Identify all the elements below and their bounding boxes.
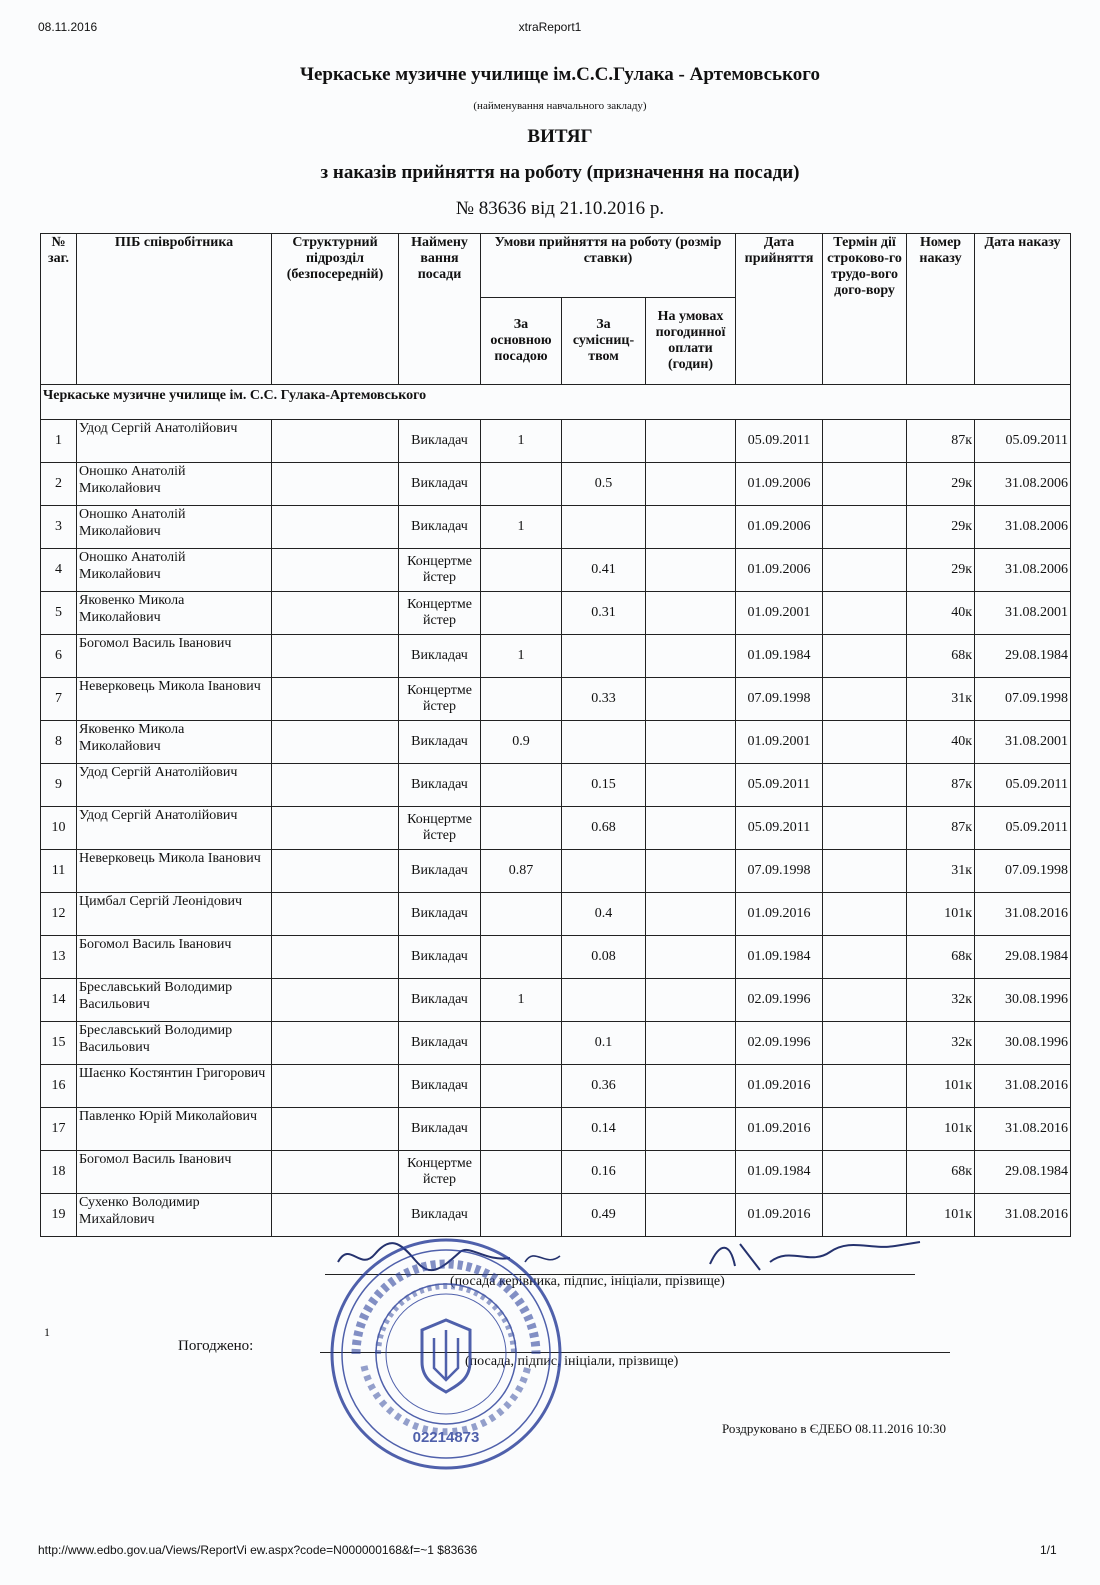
hire-date-cell: 01.09.2016 bbox=[736, 893, 823, 936]
unit-cell bbox=[272, 549, 399, 592]
contract-term-cell bbox=[823, 850, 907, 893]
hourly-cell bbox=[646, 592, 736, 635]
main-rate-cell bbox=[481, 1108, 562, 1151]
header-position: Наймену вання посади bbox=[399, 234, 481, 385]
document-title: ВИТЯГ bbox=[527, 126, 593, 147]
row-num: 9 bbox=[41, 764, 77, 807]
table-row bbox=[41, 764, 1071, 807]
hourly-cell bbox=[646, 1065, 736, 1108]
unit-cell bbox=[272, 936, 399, 979]
order-number-cell: 32к bbox=[907, 979, 975, 1022]
print-date: 08.11.2016 bbox=[38, 20, 98, 34]
main-rate-cell bbox=[481, 549, 562, 592]
part-time-cell: 0.4 bbox=[562, 893, 646, 936]
order-number-cell: 101к bbox=[907, 1194, 975, 1237]
row-num: 10 bbox=[41, 807, 77, 850]
order-date-cell: 05.09.2011 bbox=[975, 420, 1071, 463]
order-date-cell: 05.09.2011 bbox=[975, 807, 1071, 850]
part-time-cell: 0.49 bbox=[562, 1194, 646, 1237]
table-row bbox=[41, 1194, 1071, 1237]
header-main-post: За основною посадою bbox=[481, 298, 562, 385]
contract-term-cell bbox=[823, 979, 907, 1022]
main-rate-cell bbox=[481, 1194, 562, 1237]
hourly-cell bbox=[646, 549, 736, 592]
order-number-cell: 87к bbox=[907, 807, 975, 850]
unit-cell bbox=[272, 893, 399, 936]
employee-name: Удод Сергій Анатолійович bbox=[77, 807, 272, 850]
unit-cell bbox=[272, 1108, 399, 1151]
row-num: 11 bbox=[41, 850, 77, 893]
main-rate-cell bbox=[481, 592, 562, 635]
order-number-cell: 29к bbox=[907, 463, 975, 506]
page-index: 1 bbox=[44, 1325, 50, 1339]
employee-name: Богомол Василь Іванович bbox=[77, 635, 272, 678]
main-rate-cell bbox=[481, 893, 562, 936]
hourly-cell bbox=[646, 635, 736, 678]
row-num: 5 bbox=[41, 592, 77, 635]
contract-term-cell bbox=[823, 506, 907, 549]
row-num: 18 bbox=[41, 1151, 77, 1194]
employee-name: Шаєнко Костянтин Григорович bbox=[77, 1065, 272, 1108]
header-contract-term: Термін дії строково-го трудо-вого дого-вору bbox=[823, 234, 907, 385]
hourly-cell bbox=[646, 463, 736, 506]
table-row bbox=[41, 979, 1071, 1022]
position-cell: Викладач bbox=[399, 1194, 481, 1237]
header-num: № заг. bbox=[41, 234, 77, 385]
main-rate-cell bbox=[481, 1065, 562, 1108]
official-stamp bbox=[326, 1234, 566, 1474]
order-date-cell: 31.08.2006 bbox=[975, 549, 1071, 592]
hourly-cell bbox=[646, 936, 736, 979]
position-cell: Викладач bbox=[399, 979, 481, 1022]
header-hourly: На умовах погодинної оплати (годин) bbox=[646, 298, 736, 385]
part-time-cell bbox=[562, 506, 646, 549]
table-row bbox=[41, 850, 1071, 893]
position-cell: Викладач bbox=[399, 721, 481, 764]
table-row bbox=[41, 592, 1071, 635]
main-rate-cell bbox=[481, 463, 562, 506]
unit-cell bbox=[272, 721, 399, 764]
hire-date-cell: 05.09.2011 bbox=[736, 807, 823, 850]
table-row bbox=[41, 678, 1071, 721]
contract-term-cell bbox=[823, 893, 907, 936]
order-number-cell: 68к bbox=[907, 635, 975, 678]
order-number-cell: 101к bbox=[907, 1065, 975, 1108]
main-rate-cell bbox=[481, 1022, 562, 1065]
hourly-cell bbox=[646, 1108, 736, 1151]
order-date-cell: 31.08.2001 bbox=[975, 592, 1071, 635]
hourly-cell bbox=[646, 678, 736, 721]
row-num: 1 bbox=[41, 420, 77, 463]
main-rate-cell bbox=[481, 678, 562, 721]
employee-name: Оношко Анатолій Миколайович bbox=[77, 549, 272, 592]
order-date-cell: 30.08.1996 bbox=[975, 1022, 1071, 1065]
main-rate-cell bbox=[481, 807, 562, 850]
order-number-cell: 40к bbox=[907, 592, 975, 635]
position-cell: Викладач bbox=[399, 1108, 481, 1151]
header-order-num: Номер наказу bbox=[907, 234, 975, 385]
order-number-cell: 29к bbox=[907, 506, 975, 549]
part-time-cell bbox=[562, 850, 646, 893]
unit-cell bbox=[272, 1194, 399, 1237]
hire-date-cell: 01.09.1984 bbox=[736, 1151, 823, 1194]
header-conditions: Умови прийняття на роботу (розмір ставки) bbox=[481, 234, 736, 298]
unit-cell bbox=[272, 979, 399, 1022]
hire-date-cell: 01.09.2006 bbox=[736, 506, 823, 549]
order-date-cell: 30.08.1996 bbox=[975, 979, 1071, 1022]
order-date-cell: 31.08.2001 bbox=[975, 721, 1071, 764]
unit-cell bbox=[272, 764, 399, 807]
header-unit: Структурний підрозділ (безпосередній) bbox=[272, 234, 399, 385]
hourly-cell bbox=[646, 1022, 736, 1065]
hire-date-cell: 05.09.2011 bbox=[736, 764, 823, 807]
contract-term-cell bbox=[823, 1022, 907, 1065]
order-date-cell: 31.08.2016 bbox=[975, 1194, 1071, 1237]
row-num: 2 bbox=[41, 463, 77, 506]
employee-name: Яковенко Микола Миколайович bbox=[77, 721, 272, 764]
main-rate-cell bbox=[481, 764, 562, 807]
hire-date-cell: 07.09.1998 bbox=[736, 850, 823, 893]
order-number-cell: 31к bbox=[907, 678, 975, 721]
hourly-cell bbox=[646, 979, 736, 1022]
main-rate-cell bbox=[481, 1151, 562, 1194]
hourly-cell bbox=[646, 1151, 736, 1194]
printed-note: Роздруковано в ЄДЕБО 08.11.2016 10:30 bbox=[722, 1421, 947, 1436]
contract-term-cell bbox=[823, 635, 907, 678]
row-num: 12 bbox=[41, 893, 77, 936]
contract-term-cell bbox=[823, 420, 907, 463]
order-number-cell: 31к bbox=[907, 850, 975, 893]
contract-term-cell bbox=[823, 592, 907, 635]
hire-date-cell: 02.09.1996 bbox=[736, 979, 823, 1022]
position-cell: Концертме йстер bbox=[399, 678, 481, 721]
employment-table bbox=[40, 233, 1071, 1237]
hire-date-cell: 02.09.1996 bbox=[736, 1022, 823, 1065]
contract-term-cell bbox=[823, 807, 907, 850]
order-number-cell: 32к bbox=[907, 1022, 975, 1065]
unit-cell bbox=[272, 678, 399, 721]
hire-date-cell: 01.09.2006 bbox=[736, 549, 823, 592]
part-time-cell: 0.31 bbox=[562, 592, 646, 635]
table-row bbox=[41, 1151, 1071, 1194]
institution-caption: (найменування навчального закладу) bbox=[473, 100, 647, 112]
contract-term-cell bbox=[823, 549, 907, 592]
order-date-cell: 31.08.2016 bbox=[975, 893, 1071, 936]
employee-name: Неверковець Микола Іванович bbox=[77, 850, 272, 893]
unit-cell bbox=[272, 1065, 399, 1108]
table-row bbox=[41, 463, 1071, 506]
order-date-cell: 29.08.1984 bbox=[975, 1151, 1071, 1194]
hourly-cell bbox=[646, 420, 736, 463]
order-number-cell: 68к bbox=[907, 1151, 975, 1194]
contract-term-cell bbox=[823, 936, 907, 979]
employee-name: Бреславський Володимир Васильович bbox=[77, 1022, 272, 1065]
order-date-cell: 31.08.2006 bbox=[975, 463, 1071, 506]
employee-name: Цимбал Сергій Леонідович bbox=[77, 893, 272, 936]
table-row bbox=[41, 721, 1071, 764]
order-number-cell: 29к bbox=[907, 549, 975, 592]
header-name: ПІБ співробітника bbox=[77, 234, 272, 385]
position-cell: Концертме йстер bbox=[399, 592, 481, 635]
order-number-cell: 87к bbox=[907, 764, 975, 807]
main-rate-cell: 1 bbox=[481, 979, 562, 1022]
contract-term-cell bbox=[823, 1194, 907, 1237]
part-time-cell: 0.41 bbox=[562, 549, 646, 592]
order-number-cell: 87к bbox=[907, 420, 975, 463]
position-cell: Викладач bbox=[399, 764, 481, 807]
agreed-caption: (посада, підпис, ініціали, прізвище) bbox=[465, 1354, 679, 1369]
row-num: 17 bbox=[41, 1108, 77, 1151]
position-cell: Викладач bbox=[399, 936, 481, 979]
table-row bbox=[41, 420, 1071, 463]
position-cell: Викладач bbox=[399, 635, 481, 678]
hourly-cell bbox=[646, 721, 736, 764]
part-time-cell bbox=[562, 721, 646, 764]
hire-date-cell: 01.09.1984 bbox=[736, 936, 823, 979]
table-row bbox=[41, 893, 1071, 936]
main-rate-cell: 1 bbox=[481, 506, 562, 549]
order-date-cell: 07.09.1998 bbox=[975, 678, 1071, 721]
part-time-cell: 0.15 bbox=[562, 764, 646, 807]
employee-name: Неверковець Микола Іванович bbox=[77, 678, 272, 721]
hire-date-cell: 01.09.2016 bbox=[736, 1065, 823, 1108]
position-cell: Концертме йстер bbox=[399, 549, 481, 592]
part-time-cell bbox=[562, 420, 646, 463]
hire-date-cell: 07.09.1998 bbox=[736, 678, 823, 721]
contract-term-cell bbox=[823, 1108, 907, 1151]
order-date-cell: 07.09.1998 bbox=[975, 850, 1071, 893]
part-time-cell: 0.16 bbox=[562, 1151, 646, 1194]
unit-cell bbox=[272, 506, 399, 549]
order-date-cell: 29.08.1984 bbox=[975, 635, 1071, 678]
contract-term-cell bbox=[823, 721, 907, 764]
row-num: 8 bbox=[41, 721, 77, 764]
employee-name: Бреславський Володимир Васильович bbox=[77, 979, 272, 1022]
hourly-cell bbox=[646, 1194, 736, 1237]
employee-name: Оношко Анатолій Миколайович bbox=[77, 463, 272, 506]
table-row bbox=[41, 936, 1071, 979]
unit-cell bbox=[272, 420, 399, 463]
document-number: № 83636 від 21.10.2016 р. bbox=[455, 198, 665, 219]
table-row bbox=[41, 1022, 1071, 1065]
header-hire-date: Дата прийняття bbox=[736, 234, 823, 385]
employee-name: Удод Сергій Анатолійович bbox=[77, 420, 272, 463]
table-row bbox=[41, 807, 1071, 850]
employee-name: Сухенко Володимир Михайлович bbox=[77, 1194, 272, 1237]
position-cell: Концертме йстер bbox=[399, 1151, 481, 1194]
part-time-cell: 0.68 bbox=[562, 807, 646, 850]
position-cell: Викладач bbox=[399, 420, 481, 463]
group-label: Черкаське музичне училище ім. С.С. Гулака-Артемовського bbox=[41, 385, 1071, 420]
table-row bbox=[41, 1065, 1071, 1108]
signature-caption: (посада керівника, підпис, ініціали, прізвище) bbox=[450, 1274, 725, 1289]
employee-name: Яковенко Микола Миколайович bbox=[77, 592, 272, 635]
unit-cell bbox=[272, 635, 399, 678]
footer-url: http://www.edbo.gov.ua/Views/ReportVi ew.aspx?code=N000000168&f=~1 $83636 bbox=[38, 1543, 478, 1557]
hourly-cell bbox=[646, 850, 736, 893]
row-num: 16 bbox=[41, 1065, 77, 1108]
unit-cell bbox=[272, 1151, 399, 1194]
row-num: 4 bbox=[41, 549, 77, 592]
order-date-cell: 31.08.2016 bbox=[975, 1065, 1071, 1108]
order-date-cell: 31.08.2006 bbox=[975, 506, 1071, 549]
unit-cell bbox=[272, 592, 399, 635]
unit-cell bbox=[272, 807, 399, 850]
contract-term-cell bbox=[823, 678, 907, 721]
hourly-cell bbox=[646, 893, 736, 936]
hire-date-cell: 01.09.2016 bbox=[736, 1108, 823, 1151]
unit-cell bbox=[272, 850, 399, 893]
hire-date-cell: 01.09.1984 bbox=[736, 635, 823, 678]
employee-name: Богомол Василь Іванович bbox=[77, 936, 272, 979]
hourly-cell bbox=[646, 807, 736, 850]
order-number-cell: 101к bbox=[907, 1108, 975, 1151]
main-rate-cell: 1 bbox=[481, 420, 562, 463]
position-cell: Викладач bbox=[399, 893, 481, 936]
hire-date-cell: 01.09.2001 bbox=[736, 592, 823, 635]
part-time-cell bbox=[562, 635, 646, 678]
main-rate-cell: 1 bbox=[481, 635, 562, 678]
position-cell: Викладач bbox=[399, 850, 481, 893]
main-rate-cell: 0.87 bbox=[481, 850, 562, 893]
row-num: 15 bbox=[41, 1022, 77, 1065]
order-date-cell: 29.08.1984 bbox=[975, 936, 1071, 979]
contract-term-cell bbox=[823, 1151, 907, 1194]
hire-date-cell: 01.09.2006 bbox=[736, 463, 823, 506]
institution-name: Черкаське музичне училище ім.С.С.Гулака - Артемовського bbox=[300, 64, 820, 85]
header-part-time: За сумісниц-твом bbox=[562, 298, 646, 385]
part-time-cell bbox=[562, 979, 646, 1022]
unit-cell bbox=[272, 463, 399, 506]
part-time-cell: 0.33 bbox=[562, 678, 646, 721]
order-number-cell: 101к bbox=[907, 893, 975, 936]
row-num: 7 bbox=[41, 678, 77, 721]
hire-date-cell: 01.09.2001 bbox=[736, 721, 823, 764]
table-row bbox=[41, 506, 1071, 549]
part-time-cell: 0.14 bbox=[562, 1108, 646, 1151]
document-subtitle: з наказів прийняття на роботу (призначення на посади) bbox=[320, 162, 800, 183]
hourly-cell bbox=[646, 764, 736, 807]
hire-date-cell: 05.09.2011 bbox=[736, 420, 823, 463]
contract-term-cell bbox=[823, 463, 907, 506]
unit-cell bbox=[272, 1022, 399, 1065]
table-row bbox=[41, 1108, 1071, 1151]
row-num: 13 bbox=[41, 936, 77, 979]
row-num: 14 bbox=[41, 979, 77, 1022]
main-rate-cell: 0.9 bbox=[481, 721, 562, 764]
stamp-code: 02214873 bbox=[412, 1429, 480, 1446]
footer-page: 1/1 bbox=[1040, 1543, 1057, 1557]
employee-name: Оношко Анатолій Миколайович bbox=[77, 506, 272, 549]
hourly-cell bbox=[646, 506, 736, 549]
position-cell: Концертме йстер bbox=[399, 807, 481, 850]
order-date-cell: 31.08.2016 bbox=[975, 1108, 1071, 1151]
row-num: 19 bbox=[41, 1194, 77, 1237]
main-rate-cell bbox=[481, 936, 562, 979]
hire-date-cell: 01.09.2016 bbox=[736, 1194, 823, 1237]
table-row bbox=[41, 635, 1071, 678]
header-order-date: Дата наказу bbox=[975, 234, 1071, 385]
part-time-cell: 0.36 bbox=[562, 1065, 646, 1108]
part-time-cell: 0.1 bbox=[562, 1022, 646, 1065]
employee-name: Богомол Василь Іванович bbox=[77, 1151, 272, 1194]
part-time-cell: 0.08 bbox=[562, 936, 646, 979]
row-num: 6 bbox=[41, 635, 77, 678]
order-date-cell: 05.09.2011 bbox=[975, 764, 1071, 807]
contract-term-cell bbox=[823, 1065, 907, 1108]
contract-term-cell bbox=[823, 764, 907, 807]
order-number-cell: 40к bbox=[907, 721, 975, 764]
employee-name: Павленко Юрій Миколайович bbox=[77, 1108, 272, 1151]
order-number-cell: 68к bbox=[907, 936, 975, 979]
part-time-cell: 0.5 bbox=[562, 463, 646, 506]
position-cell: Викладач bbox=[399, 463, 481, 506]
table-row bbox=[41, 549, 1071, 592]
agreed-label: Погоджено: bbox=[178, 1338, 254, 1354]
employee-name: Удод Сергій Анатолійович bbox=[77, 764, 272, 807]
report-title: xtraReport1 bbox=[518, 20, 582, 34]
position-cell: Викладач bbox=[399, 1022, 481, 1065]
position-cell: Викладач bbox=[399, 506, 481, 549]
row-num: 3 bbox=[41, 506, 77, 549]
position-cell: Викладач bbox=[399, 1065, 481, 1108]
